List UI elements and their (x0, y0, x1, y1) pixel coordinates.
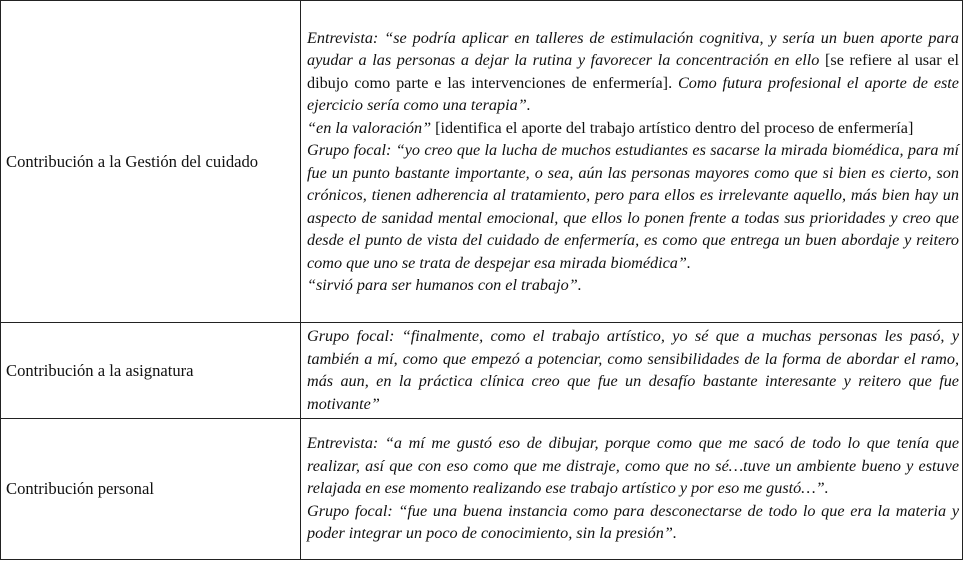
source-label: Grupo focal: (307, 327, 395, 345)
source-label: Entrevista: (307, 28, 379, 47)
focus-group-paragraph (307, 139, 959, 274)
interview-paragraph (307, 27, 959, 117)
quote-text: “a mí me gustó eso de dibujar, porque como que me sacó de todo lo que tenía que realizar, así que con eso como que me distraje, como que no sé…tuve un ambiente bueno y estuve relajada en ese momento realizando ese trabajo artístico y por eso me gustó…”. (307, 434, 959, 498)
quote-text: “sirvió para ser humanos con el trabajo”. (307, 276, 582, 294)
focus-group-paragraph (307, 500, 959, 545)
quote-cell (301, 323, 963, 419)
quote-text: Como futura profesional el aporte de este ejercicio sería como una terapia”. (307, 73, 959, 114)
table-row (1, 419, 963, 560)
table-row (1, 323, 963, 419)
quote-text: “finalmente, como el trabajo artístico, yo sé que a muchas personas les pasó, y también a mí, como que empezó a potenciar, como sensibilidades de la forma de abordar el ramo, más aun, en la práctica clínica creo que fue un desafío bastante interesante y reitero que fue motivante” (307, 327, 960, 413)
quote-text: “en la valoración” (307, 118, 432, 137)
quote-text: “yo creo que la lucha de muchos estudiantes es sacarse la mirada biomédica, para mí fue un punto bastante importante, o sea, aún las personas mayores como que si bien es cierto, son crónicos, tienen adherencia al tratamiento, pero para ellos es irrelevante aquello, más bien hay un aspecto de sanidad mental emocional, que ellos lo ponen frente a todas sus prioridades y creo que desde el punto de vista del cuidado de enfermería, es como que entrega un buen abordaje y reitero como que uno se trata de despejar esa mirada biomédica”. (307, 141, 960, 272)
table-row (1, 1, 963, 323)
researcher-note: [identifica el aporte del trabajo artístico dentro del proceso de enfermería] (431, 118, 914, 137)
quote-text: “se podría aplicar en talleres de estimulación cognitiva, y sería un buen aporte para ayudar a las personas a dejar la rutina y favorecer la concentración en ello (307, 28, 959, 69)
researcher-note: [se refiere al usar el dibujo como parte e las intervenciones de enfermería]. (307, 51, 959, 92)
category-cell: Contribución a la Gestión del cuidado (1, 1, 301, 323)
interview-paragraph (307, 117, 959, 140)
source-label: Entrevista: (307, 434, 379, 453)
quote-cell (301, 1, 963, 323)
source-label: Grupo focal: (307, 141, 392, 159)
quote-text: “fue una buena instancia como para desconectarse de todo lo que era la materia y poder integrar un poco de conocimiento, sin la presión”. (307, 501, 959, 543)
focus-group-paragraph (307, 325, 959, 415)
interview-paragraph (307, 432, 959, 500)
quote-cell (301, 419, 963, 560)
source-label: Grupo focal: (307, 501, 393, 520)
category-cell: Contribución a la asignatura (1, 323, 301, 419)
category-cell: Contribución personal (1, 419, 301, 560)
